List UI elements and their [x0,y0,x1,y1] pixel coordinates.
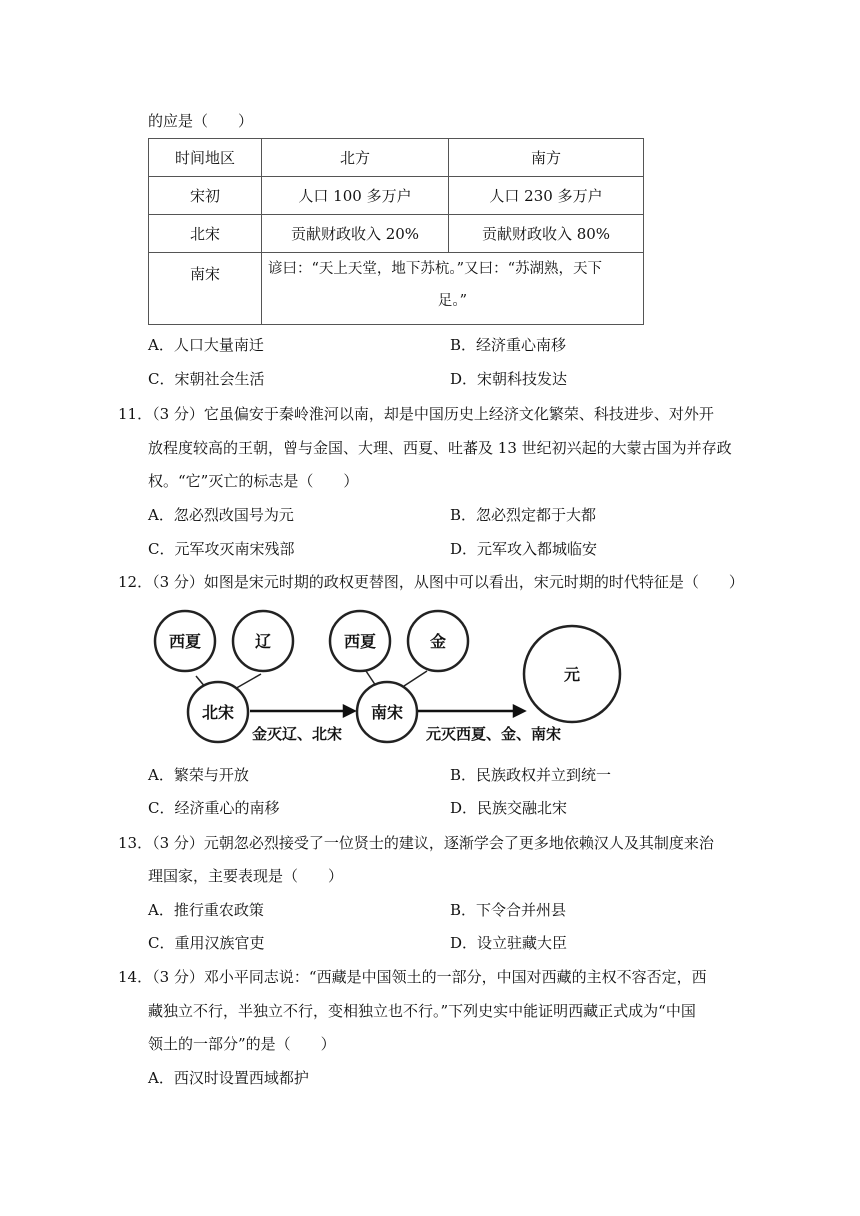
q13-option-a[interactable]: A．推行重农政策 [148,901,264,919]
arrow-1-head [344,706,354,716]
label-nansong: 南宋 [370,703,404,722]
q12-option-d[interactable]: D．民族交融北宋 [450,799,568,817]
table-cell: 北宋 [149,215,262,253]
arrow-1-label: 金灭辽、北宋 [252,725,343,743]
q13-line1: 13．（3 分）元朝忽必烈接受了一位贤士的建议，逐渐学会了更多地依赖汉人及其制度来治 [118,834,714,852]
label-liao: 辽 [254,632,272,651]
regime-change-diagram [148,604,728,754]
q11-option-a[interactable]: A．忽必烈改国号为元 [148,506,294,524]
table-cell: 人口 230 多万户 [449,177,644,215]
table-cell: 贡献财政收入 80% [449,215,644,253]
q14-option-a[interactable]: A．西汉时设置西域都护 [148,1069,309,1087]
q13-option-d[interactable]: D．设立驻藏大臣 [450,934,568,952]
table-merged-text-line2: 足。” [437,293,468,309]
q11-line2: 放程度较高的王朝，曾与金国、大理、西夏、吐蕃及 13 世纪初兴起的大蒙古国为并存政 [148,439,732,457]
q14-line1: 14．（3 分）邓小平同志说：“西藏是中国领土的一部分，中国对西藏的主权不容否定，西 [118,968,707,986]
q11-option-c[interactable]: C．元军攻灭南宋残部 [148,540,295,558]
table-header-cell: 时间地区 [149,139,262,177]
q13-option-b[interactable]: B．下令合并州县 [450,901,567,919]
q12-option-a[interactable]: A．繁荣与开放 [148,766,249,784]
q12-option-c[interactable]: C．经济重心的南移 [148,799,280,817]
label-yuan: 元 [563,665,581,684]
table-merged-text-line1: 谚曰：“天上天堂，地下苏杭。”又曰：“苏湖熟，天下 [268,261,602,277]
q10-option-a[interactable]: A．人口大量南迁 [148,336,264,354]
q11-line3: 权。“它”灭亡的标志是（ ） [148,472,359,490]
q11-line1: 11．（3 分）它虽偏安于秦岭淮河以南，却是中国历史上经济文化繁荣、科技进步、对外开 [118,405,714,423]
q10-option-d[interactable]: D．宋朝科技发达 [450,370,568,388]
table-cell: 宋初 [149,177,262,215]
arrow-2-label: 元灭西夏、金、南宋 [426,725,562,743]
q10-stem-tail: 的应是（ ） [148,112,254,130]
q12-line1: 12．（3 分）如图是宋元时期的政权更替图，从图中可以看出，宋元时期的时代特征是（ ） [118,573,744,591]
table-merged-cell [262,253,644,325]
q11-option-d[interactable]: D．元军攻入都城临安 [450,540,598,558]
arrow-2-head [514,706,524,716]
table-header-cell: 北方 [262,139,449,177]
q10-option-c[interactable]: C．宋朝社会生活 [148,370,265,388]
q14-line2: 藏独立不行，半独立不行，变相独立也不行。”下列史实中能证明西藏正式成为“中国 [148,1002,696,1020]
table-cell: 人口 100 多万户 [262,177,449,215]
label-xixia-2: 西夏 [343,632,377,651]
q13-option-c[interactable]: C．重用汉族官吏 [148,934,265,952]
table-cell: 贡献财政收入 20% [262,215,449,253]
q12-option-b[interactable]: B．民族政权并立到统一 [450,766,612,784]
q10-option-b[interactable]: B．经济重心南移 [450,336,567,354]
label-xixia-1: 西夏 [168,632,202,651]
q11-option-b[interactable]: B．忽必烈定都于大都 [450,506,597,524]
q14-line3: 领土的一部分”的是（ ） [148,1035,336,1053]
table-header-cell: 南方 [449,139,644,177]
label-jin: 金 [429,632,447,651]
q10-table [148,138,644,325]
label-beisong: 北宋 [201,703,235,722]
q13-line2: 理国家，主要表现是（ ） [148,867,344,885]
connector-line [404,671,427,686]
table-cell: 南宋 [149,253,262,325]
